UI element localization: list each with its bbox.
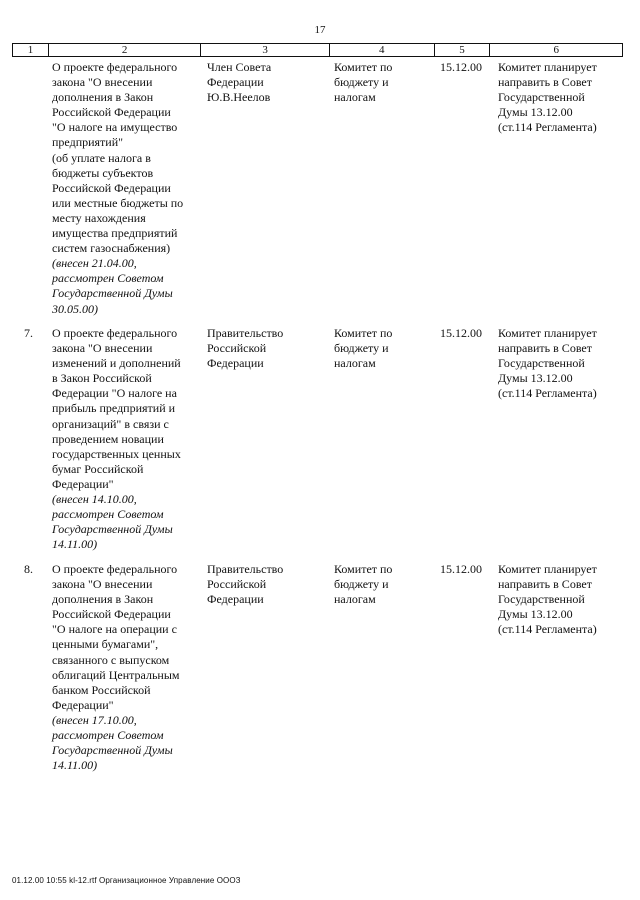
review-date: 15.12.00 xyxy=(440,326,482,340)
text-line: О проекте федерального xyxy=(52,562,178,576)
text-line: Комитет по xyxy=(334,562,393,576)
bill-author xyxy=(207,326,325,371)
text-line: налогам xyxy=(334,592,376,607)
text-line: закона "О внесении xyxy=(52,341,153,356)
text-line: ценными бумагами", xyxy=(52,637,159,652)
text-line: Государственной xyxy=(498,356,585,371)
committee-decision xyxy=(498,326,626,401)
text-line: предприятий" xyxy=(52,135,124,150)
text-line: направить в Совет xyxy=(498,75,592,90)
text-line: Думы 13.12.00 xyxy=(498,371,573,386)
text-line: направить в Совет xyxy=(498,577,592,592)
text-line: "О налоге на операции с xyxy=(52,622,177,637)
document-footer: 01.12.00 10:55 kl-12.rtf Организационное Управление ОООЗ xyxy=(12,876,241,885)
text-line: Правительство xyxy=(207,562,284,576)
responsible-committee xyxy=(334,562,438,607)
text-line: Российской xyxy=(207,577,267,592)
text-line: Член Совета xyxy=(207,60,272,74)
text-line: (ст.114 Регламента) xyxy=(498,622,597,637)
text-line: Комитет планирует xyxy=(498,326,597,340)
text-line: Государственной Думы xyxy=(52,522,173,537)
text-line: месту нахождения xyxy=(52,210,146,225)
bill-title xyxy=(52,326,200,552)
text-line: (об уплате налога в xyxy=(52,150,151,165)
text-line: (внесен 14.10.00, xyxy=(52,492,137,507)
text-line: Комитет планирует xyxy=(498,60,597,74)
text-line: организаций" в связи с xyxy=(52,416,169,431)
text-line: прибыль предприятий и xyxy=(52,401,176,416)
text-line: направить в Совет xyxy=(498,341,592,356)
text-line: Федерации xyxy=(207,75,264,90)
text-line: Российской xyxy=(207,341,267,356)
row-number: 8. xyxy=(24,562,33,576)
responsible-committee xyxy=(334,326,438,371)
text-line: Комитет по xyxy=(334,60,393,74)
column-header-4: 4 xyxy=(330,44,435,56)
column-header-5: 5 xyxy=(435,44,491,56)
text-line: О проекте федерального xyxy=(52,60,178,74)
text-line: Российской Федерации xyxy=(52,105,171,120)
text-line: рассмотрен Советом xyxy=(52,271,164,286)
text-line: 14.11.00) xyxy=(52,758,98,773)
text-line: государственных ценных xyxy=(52,446,181,461)
text-line: налогам xyxy=(334,90,376,105)
text-line: бумаг Российской xyxy=(52,461,144,476)
column-header-2: 2 xyxy=(49,44,202,56)
text-line: Комитет планирует xyxy=(498,562,597,576)
text-line: закона "О внесении xyxy=(52,75,153,90)
page-number: 17 xyxy=(314,24,326,36)
text-line: (ст.114 Регламента) xyxy=(498,120,597,135)
text-line: связанного с выпуском xyxy=(52,652,170,667)
text-line: Российской Федерации xyxy=(52,607,171,622)
text-line: Думы 13.12.00 xyxy=(498,607,573,622)
table-header-row xyxy=(12,43,623,57)
responsible-committee xyxy=(334,60,438,105)
text-line: Российской Федерации xyxy=(52,180,171,195)
text-line: облигаций Центральным xyxy=(52,667,180,682)
text-line: Думы 13.12.00 xyxy=(498,105,573,120)
text-line: Федерации xyxy=(207,356,264,371)
text-line: Государственной Думы xyxy=(52,743,173,758)
text-line: Государственной xyxy=(498,90,585,105)
row-number: 7. xyxy=(24,326,33,340)
review-date: 15.12.00 xyxy=(440,60,482,74)
review-date: 15.12.00 xyxy=(440,562,482,576)
bill-submission-note xyxy=(52,713,200,773)
text-line: (внесен 17.10.00, xyxy=(52,712,137,727)
committee-decision xyxy=(498,60,626,135)
text-line: "О налоге на имущество xyxy=(52,120,178,135)
text-line: в Закон Российской xyxy=(52,371,152,386)
text-line: Ю.В.Неелов xyxy=(207,90,271,105)
text-line: систем газоснабжения) xyxy=(52,241,171,256)
text-line: бюджету и xyxy=(334,75,389,90)
text-line: Государственной xyxy=(498,592,585,607)
text-line: Федерации" xyxy=(52,697,114,712)
text-line: рассмотрен Советом xyxy=(52,507,164,522)
text-line: изменений и дополнений xyxy=(52,356,181,371)
text-line: Правительство xyxy=(207,326,284,340)
text-line: проведением новации xyxy=(52,431,164,446)
text-line: бюджету и xyxy=(334,577,389,592)
text-line: Федерации xyxy=(207,592,264,607)
bill-author xyxy=(207,60,325,105)
column-header-3: 3 xyxy=(201,44,330,56)
bill-submission-note xyxy=(52,256,200,316)
text-line: дополнения в Закон xyxy=(52,592,154,607)
committee-decision xyxy=(498,562,626,637)
text-line: рассмотрен Советом xyxy=(52,728,164,743)
text-line: бюджеты субъектов xyxy=(52,165,154,180)
text-line: Федерации" xyxy=(52,476,114,491)
bill-title xyxy=(52,562,200,773)
text-line: О проекте федерального xyxy=(52,326,178,340)
text-line: Государственной Думы xyxy=(52,286,173,301)
column-header-1: 1 xyxy=(13,44,49,56)
bill-author xyxy=(207,562,325,607)
text-line: 30.05.00) xyxy=(52,301,98,316)
text-line: бюджету и xyxy=(334,341,389,356)
text-line: 14.11.00) xyxy=(52,537,98,552)
text-line: дополнения в Закон xyxy=(52,90,154,105)
column-header-6: 6 xyxy=(553,44,559,56)
text-line: (ст.114 Регламента) xyxy=(498,386,597,401)
text-line: (внесен 21.04.00, xyxy=(52,256,137,271)
text-line: закона "О внесении xyxy=(52,577,153,592)
text-line: Федерации "О налоге на xyxy=(52,386,177,401)
text-line: банком Российской xyxy=(52,682,151,697)
text-line: имущества предприятий xyxy=(52,226,178,241)
text-line: Комитет по xyxy=(334,326,393,340)
bill-submission-note xyxy=(52,492,200,552)
text-line: или местные бюджеты по xyxy=(52,195,184,210)
bill-title xyxy=(52,60,200,317)
text-line: налогам xyxy=(334,356,376,371)
